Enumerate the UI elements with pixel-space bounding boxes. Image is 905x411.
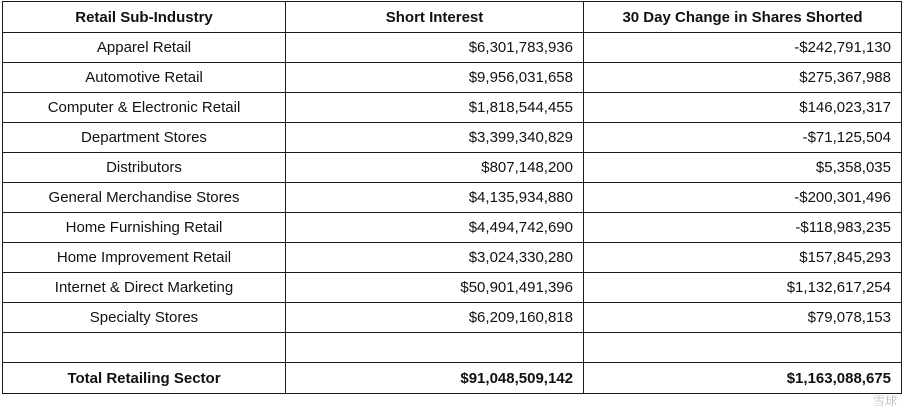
- cell-30-day-change: -$71,125,504: [584, 123, 902, 153]
- cell-short-interest: $6,301,783,936: [286, 33, 584, 63]
- cell-30-day-change: $1,132,617,254: [584, 273, 902, 303]
- cell-sub-industry: Distributors: [3, 153, 286, 183]
- cell-sub-industry: Department Stores: [3, 123, 286, 153]
- cell-sub-industry: Automotive Retail: [3, 63, 286, 93]
- cell-30-day-change: $275,367,988: [584, 63, 902, 93]
- cell-30-day-change: -$118,983,235: [584, 213, 902, 243]
- cell-sub-industry: Specialty Stores: [3, 303, 286, 333]
- header-30-day-change: 30 Day Change in Shares Shorted: [584, 2, 902, 33]
- table-row: [3, 63, 902, 93]
- table-row: [3, 273, 902, 303]
- cell-short-interest: $807,148,200: [286, 153, 584, 183]
- table-row: [3, 183, 902, 213]
- cell-empty: [286, 333, 584, 363]
- cell-empty: [3, 333, 286, 363]
- cell-30-day-change: $146,023,317: [584, 93, 902, 123]
- total-row: [3, 363, 902, 394]
- empty-row: [3, 333, 902, 363]
- cell-sub-industry: Home Furnishing Retail: [3, 213, 286, 243]
- cell-sub-industry: Apparel Retail: [3, 33, 286, 63]
- cell-sub-industry: Internet & Direct Marketing: [3, 273, 286, 303]
- cell-empty: [584, 333, 902, 363]
- cell-sub-industry: Home Improvement Retail: [3, 243, 286, 273]
- header-sub-industry: Retail Sub-Industry: [3, 2, 286, 33]
- table-row: [3, 153, 902, 183]
- table-row: [3, 213, 902, 243]
- cell-30-day-change: -$200,301,496: [584, 183, 902, 213]
- total-30-day-change: $1,163,088,675: [584, 363, 902, 394]
- short-interest-table: [2, 1, 902, 394]
- cell-30-day-change: $157,845,293: [584, 243, 902, 273]
- cell-30-day-change: -$242,791,130: [584, 33, 902, 63]
- cell-30-day-change: $79,078,153: [584, 303, 902, 333]
- total-short-interest: $91,048,509,142: [286, 363, 584, 394]
- watermark: 雪球: [872, 394, 897, 408]
- total-label: Total Retailing Sector: [3, 363, 286, 394]
- cell-sub-industry: General Merchandise Stores: [3, 183, 286, 213]
- cell-30-day-change: $5,358,035: [584, 153, 902, 183]
- cell-sub-industry: Computer & Electronic Retail: [3, 93, 286, 123]
- cell-short-interest: $4,135,934,880: [286, 183, 584, 213]
- header-short-interest: Short Interest: [286, 2, 584, 33]
- cell-short-interest: $9,956,031,658: [286, 63, 584, 93]
- table-row: [3, 303, 902, 333]
- cell-short-interest: $6,209,160,818: [286, 303, 584, 333]
- cell-short-interest: $50,901,491,396: [286, 273, 584, 303]
- table-row: [3, 243, 902, 273]
- header-row: [3, 2, 902, 33]
- table-row: [3, 33, 902, 63]
- cell-short-interest: $3,024,330,280: [286, 243, 584, 273]
- cell-short-interest: $4,494,742,690: [286, 213, 584, 243]
- cell-short-interest: $1,818,544,455: [286, 93, 584, 123]
- cell-short-interest: $3,399,340,829: [286, 123, 584, 153]
- table-row: [3, 123, 902, 153]
- table-row: [3, 93, 902, 123]
